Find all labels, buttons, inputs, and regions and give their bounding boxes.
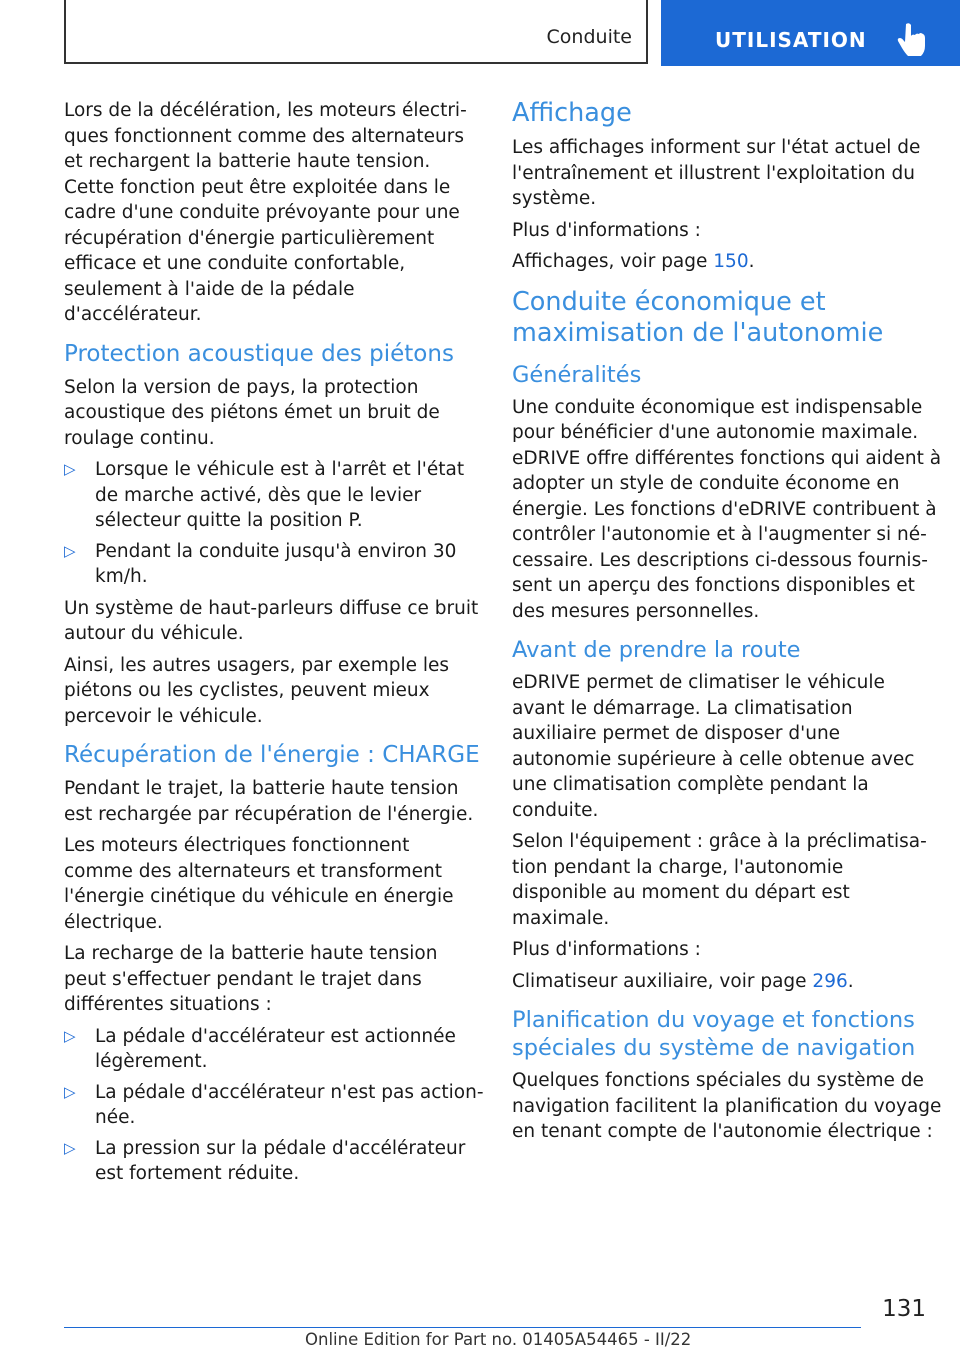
- list-item-text: La pression sur la pédale d'accélérateur est fortement réduite.: [95, 1137, 466, 1184]
- page-link-296[interactable]: 296: [812, 970, 848, 992]
- triangle-bullet-icon: ▷: [64, 460, 76, 478]
- paragraph: Pendant le trajet, la batterie haute tension est rechargée par récupération de l'énergie.: [64, 778, 474, 825]
- paragraph: Les moteurs électriques fonctionnent comme des alternateurs et transforment l'énergie cinétique du véhicule en énergie électrique.: [64, 835, 454, 933]
- subsection-title-trip-planning: Planification du voyage et fonctions spéciales du système de navigation: [512, 1007, 916, 1061]
- list-item: [64, 457, 484, 534]
- paragraph: Les affichages informent sur l'état actuel de l'entraînement et illustrent l'exploitation du système.: [512, 137, 921, 209]
- paragraph: eDRIVE permet de climatiser le véhicule avant le démarrage. La climatisation auxiliaire permet de disposer d'une autonomie supérieure à celle obtenue avec une climatisation complète pendant la conduite.: [512, 672, 915, 821]
- header-chapter-tab: [661, 0, 960, 66]
- right-column: [512, 98, 942, 1151]
- hand-pointer-icon: [897, 22, 927, 56]
- section-title-pedestrian-protection: Protection acoustique des piétons: [64, 340, 454, 367]
- left-column: [64, 98, 484, 1193]
- footer-edition-text: Online Edition for Part no. 01405A54465 - II/22: [305, 1330, 692, 1349]
- footer-divider: [64, 1327, 861, 1328]
- list-item: [64, 1136, 484, 1187]
- list-item: [64, 1080, 484, 1131]
- cross-reference-text: Climatiseur auxiliaire, voir page: [512, 970, 813, 992]
- list-item-text: La pédale d'accélérateur n'est pas actionnée.: [95, 1081, 484, 1128]
- page-link-150[interactable]: 150: [713, 251, 749, 272]
- triangle-bullet-icon: ▷: [64, 1138, 76, 1157]
- subsection-title-general: Généralités: [512, 361, 642, 388]
- bullet-list: [64, 457, 484, 590]
- paragraph: Plus d'informations :: [512, 219, 701, 241]
- paragraph: Une conduite économique est indispensable pour bénéficier d'une autonomie maximale. eDRIVE offre différentes fonctions qui aident à adopter un style de conduite économe en énergie. Les fonctions d'eDRIVE contribuent à contrôler l'autonomie et à l'augmenter si nécessaire. Les descriptions ci-dessous fournissent un aperçu des fonctions disponibles et des mesures personnelles.: [512, 396, 942, 622]
- paragraph: Plus d'informations :: [512, 939, 701, 960]
- page-number: 131: [882, 1296, 926, 1322]
- list-item-text: La pédale d'accélérateur est actionnée légèrement.: [95, 1025, 456, 1072]
- list-item-text: Lorsque le véhicule est à l'arrêt et l'état de marche activé, dès que le levier sélecteur quitte la position P.: [95, 459, 465, 531]
- list-item-text: Pendant la conduite jusqu'à environ 30 km/h.: [95, 540, 457, 587]
- triangle-bullet-icon: ▷: [64, 541, 76, 560]
- cross-reference-text: Affichages, voir page: [512, 251, 714, 272]
- triangle-bullet-icon: ▷: [64, 1026, 76, 1045]
- bullet-list: [64, 1024, 484, 1187]
- cross-reference: Affichages, voir page 150.: [512, 251, 755, 272]
- paragraph: Quelques fonctions spéciales du système de navigation facilitent la planification du voyage en tenant compte de l'autonomie électrique :: [512, 1070, 942, 1142]
- header-section-box: [64, 0, 648, 64]
- header-chapter-title: UTILISATION: [715, 28, 867, 52]
- list-item: [64, 1024, 484, 1075]
- cross-reference: Climatiseur auxiliaire, voir page 296.: [512, 970, 854, 992]
- intro-paragraph: Lors de la décélération, les moteurs électriques fonctionnent comme des alternateurs et rechargent la batterie haute tension. Cette fonction peut être exploitée dans le cadre d'une conduite prévoyante pour une récupération d'énergie particulièrement efficace et une conduite confortable, seulement à l'aide de la pédale d'accélérateur.: [64, 100, 467, 325]
- list-item: [64, 539, 484, 590]
- paragraph: La recharge de la batterie haute tension peut s'effectuer pendant le trajet dans différentes situations :: [64, 943, 438, 1015]
- paragraph: Selon l'équipement : grâce à la préclimatisation pendant la charge, l'autonomie disponible au moment du départ est maximale.: [512, 831, 927, 929]
- paragraph: Un système de haut-parleurs diffuse ce bruit autour du véhicule.: [64, 597, 479, 644]
- subsection-title-before-driving: Avant de prendre la route: [512, 637, 801, 663]
- section-title-eco-driving: Conduite économique et maximisation de l'autonomie: [512, 286, 884, 348]
- header-section-title: Conduite: [546, 26, 632, 48]
- triangle-bullet-icon: ▷: [64, 1082, 76, 1101]
- section-title-display: Affichage: [512, 98, 632, 128]
- paragraph: Ainsi, les autres usagers, par exemple les piétons ou les cyclistes, peuvent mieux percevoir le véhicule.: [64, 654, 450, 727]
- section-title-energy-recovery: Récupération de l'énergie : CHARGE: [64, 742, 480, 768]
- paragraph: Selon la version de pays, la protection acoustique des piétons émet un bruit de roulage continu.: [64, 376, 440, 449]
